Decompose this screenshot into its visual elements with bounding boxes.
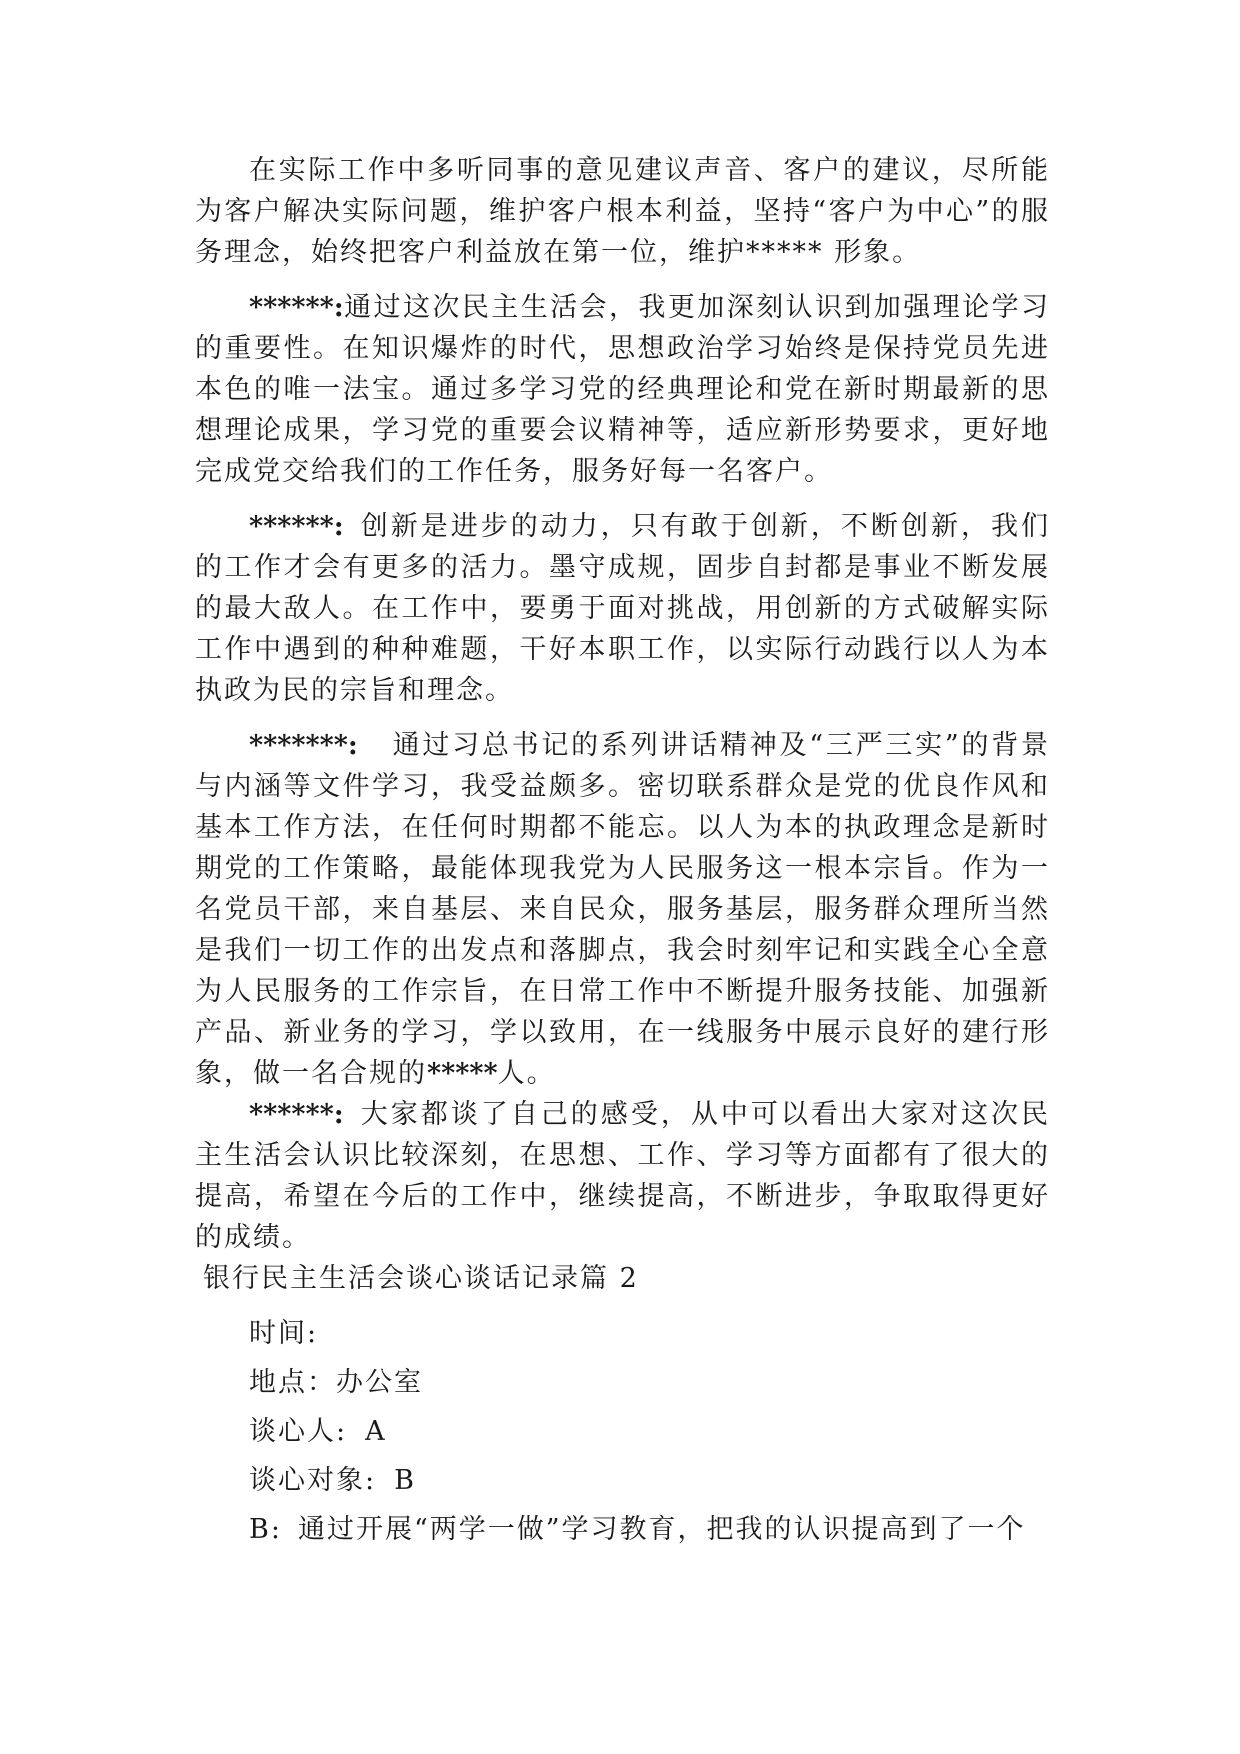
paragraph-5 [195, 1094, 1050, 1258]
paragraph-3 [195, 506, 1050, 711]
paragraph-2-text: 通过这次民主生活会，我更加深刻认识到加强理论学习的重要性。在知识爆炸的时代，思想政治学习始终是保持党员先进本色的唯一法宝。通过多学习党的经典理论和党在新时期最新的思想理论成果，学习党的重要会议精神等，适应新形势要求，更好地完成党交给我们的工作任务，服务好每一名客户。 [195, 292, 1050, 487]
paragraph-2 [195, 287, 1050, 492]
field-interviewee [249, 1460, 1050, 1501]
final-line-text: 通过开展“两学一做”学习教育，把我的认识提高到了一个 [297, 1514, 1026, 1545]
paragraph-3-text: 创新是进步的动力，只有敢于创新，不断创新，我们的工作才会有更多的活力。墨守成规，固步自封都是事业不断发展的最大敌人。在工作中，要勇于面对挑战，用创新的方式破解实际工作中遇到的种种难题，干好本职工作，以实际行动践行以人为本执政为民的宗旨和理念。 [195, 511, 1050, 706]
paragraph-4-tail: 人。 [497, 1058, 556, 1089]
field-interviewer [249, 1411, 1050, 1452]
final-line [249, 1509, 1050, 1550]
field-label: 地点：办公室 [249, 1367, 423, 1398]
field-label: 谈心人: [249, 1416, 348, 1447]
field-label: 谈心对象: [249, 1465, 377, 1496]
paragraph-4-text: 通过习总书记的系列讲话精神及“三严三实”的背景与内涵等文件学习，我受益颇多。密切联系群众是党的优良作风和基本工作方法，在任何时期都不能忘。以人为本的执政理念是新时期党的工作策略，最能体现我党为人民服务这一根本宗旨。作为一名党员干部，来自基层、来自民众，服务基层，服务群众理所当然是我们一切工作的出发点和落脚点，我会时刻牢记和实践全心全意为人民服务的工作宗旨，在日常工作中不断提升服务技能、加强新产品、新业务的学习，学以致用，在一线服务中展示良好的建行形象，做一名合规的 [195, 730, 1050, 1089]
field-label: 时间: [249, 1318, 319, 1349]
paragraph-1-text: 在实际工作中多听同事的意见建议声音、客户的建议，尽所能为客户解决实际问题，维护客户根本利益，坚持“客户为中心”的服务理念，始终把客户利益放在第一位，维护***** 形象。 [195, 155, 1050, 268]
speaker-label: ******: [249, 292, 344, 323]
paragraph-5-text: 大家都谈了自己的感受，从中可以看出大家对这次民主生活会认识比较深刻，在思想、工作、学习等方面都有了很大的提高，希望在今后的工作中，继续提高，不断进步，争取取得更好的成绩。 [195, 1099, 1050, 1253]
field-value: B [394, 1465, 416, 1496]
document-body [195, 150, 1050, 1558]
speaker-label: B: [249, 1514, 282, 1545]
paragraph-1 [195, 150, 1050, 273]
speaker-label: ******: [249, 1099, 344, 1130]
speaker-label: *******: [249, 730, 358, 761]
field-value: A [365, 1416, 387, 1447]
speaker-label: ******: [249, 511, 344, 542]
paragraph-4 [195, 725, 1050, 1094]
masked-name: ***** [427, 1058, 498, 1089]
field-time [249, 1313, 1050, 1354]
section-heading: 银行民主生活会谈心谈话记录篇 2 [203, 1263, 639, 1294]
field-location [249, 1362, 1050, 1403]
